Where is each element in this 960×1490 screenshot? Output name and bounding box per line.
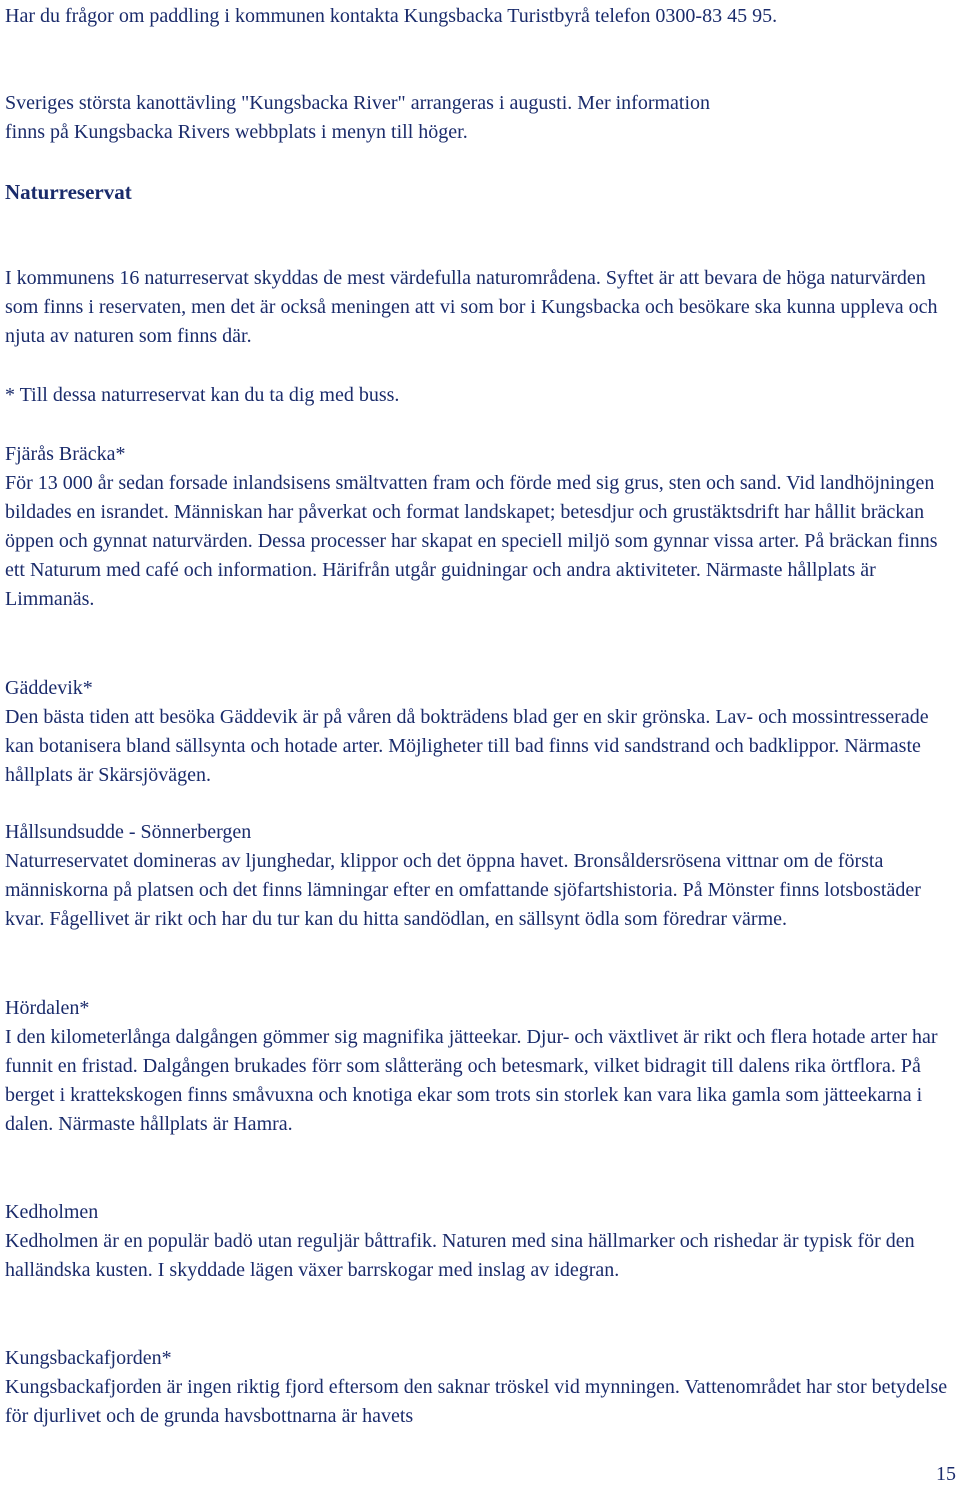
reserve-title: Fjärås Bräcka*	[5, 443, 126, 465]
nature-reserves-intro-paragraph: I kommunens 16 naturreservat skyddas de mest värdefulla naturområdena. Syftet är att bevara de höga naturvärden som finns i reservaten, men det är också meningen att vi som bor i Kungsbacka och besökare ska kunna uppleva och njuta av naturen som finns där.	[5, 267, 938, 347]
reserve-description: Naturreservatet domineras av ljunghedar, klippor och det öppna havet. Bronsåldersrösena vittnar om de första människorna på platsen och det finns lämningar efter en omfattande sjöfartshistoria. På Mönster finns lotsbostäder kvar. Fågellivet är rikt och har du tur kan du hitta sandödlan, en sällsynt ödla som föredrar värme.	[5, 850, 921, 930]
reserve-description: Kungsbackafjorden är ingen riktig fjord eftersom den saknar tröskel vid mynningen. Vattenområdet har stor betydelse för djurlivet och de grunda havsbottnarna är havets	[5, 1376, 948, 1427]
reserve-entry	[5, 674, 957, 790]
reserve-title: Hördalen*	[5, 997, 90, 1019]
reserve-title: Hållsundsudde - Sönnerbergen	[5, 821, 252, 843]
reserve-title: Gäddevik*	[5, 677, 93, 699]
reserve-title: Kedholmen	[5, 1201, 99, 1223]
reserve-entry	[5, 818, 957, 934]
reserve-entry	[5, 1344, 957, 1431]
reserve-description: Kedholmen är en populär badö utan reguljär båttrafik. Naturen med sina hällmarker och rishedar är typisk för den halländska kusten. I skyddade lägen växer barrskogar med inslag av idegran.	[5, 1230, 915, 1281]
paddling-contact-paragraph: Har du frågor om paddling i kommunen kontakta Kungsbacka Turistbyrå telefon 0300-83 45 95.	[5, 5, 778, 27]
reserve-title: Kungsbackafjorden*	[5, 1347, 172, 1369]
reserve-description: För 13 000 år sedan forsade inlandsisens smältvatten fram och förde med sig grus, sten och sand. Vid landhöjningen bildades en israndet. Människan har påverkat och format landskapet; betesdjur och grustäktsdrift har hållit bräckan öppen och gynnat naturvärden. Dessa processer har skapat en speciell miljö som gynnar vissa arter. På bräckan finns ett Naturum med café och information. Härifrån utgår guidningar och andra aktiviteter. Närmaste hållplats är Limmanäs.	[5, 472, 938, 610]
reserve-description: Den bästa tiden att besöka Gäddevik är på våren då bokträdens blad ger en skir grönska. Lav- och mossintresserade kan botanisera bland sällsynta och hotade arter. Möjligheter till bad finns vid sandstrand och badklippor. Närmaste hållplats är Skärsjövägen.	[5, 706, 929, 786]
section-heading: Naturreservat	[5, 180, 132, 204]
page-number: 15	[936, 1463, 956, 1485]
reserve-entry	[5, 994, 957, 1139]
reserve-entry	[5, 440, 957, 614]
bus-note: * Till dessa naturreservat kan du ta dig med buss.	[5, 384, 400, 406]
kungsbacka-river-paragraph: Sveriges största kanottävling "Kungsbacka River" arrangeras i augusti. Mer information finns på Kungsbacka Rivers webbplats i menyn till höger.	[5, 92, 711, 143]
reserve-entry	[5, 1198, 957, 1285]
reserve-description: I den kilometerlånga dalgången gömmer sig magnifika jätteekar. Djur- och växtlivet är rikt och flera hotade arter har funnit en fristad. Dalgången brukades förr som slåtteräng och betesmark, vilket bidragit till dalens rika örtflora. På berget i krattekskogen finns småvuxna och knotiga ekar som trots sin storlek kan vara lika gamla som jätteekarna i dalen. Närmaste hållplats är Hamra.	[5, 1026, 938, 1135]
